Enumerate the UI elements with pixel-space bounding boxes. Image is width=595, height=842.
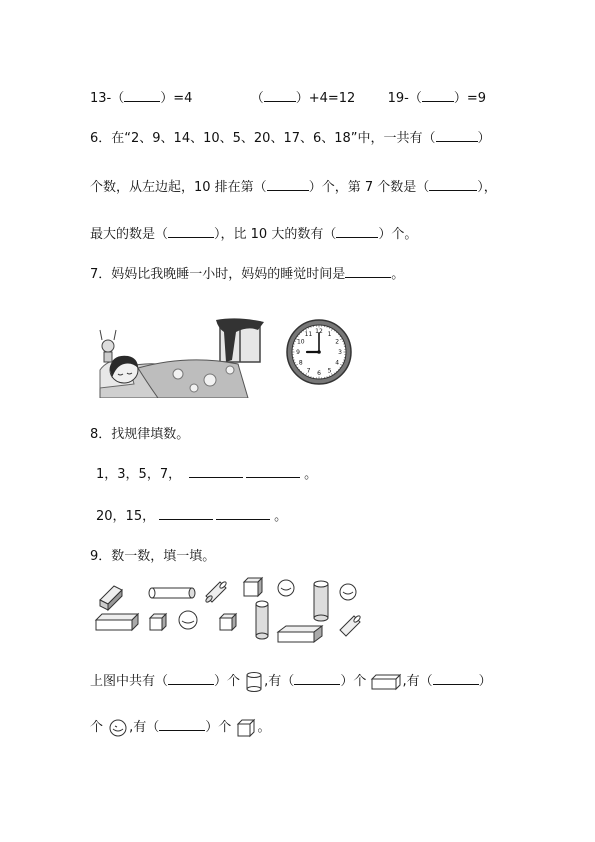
q6-line3 <box>90 223 417 242</box>
cube-1 <box>244 578 262 596</box>
eq2-blank[interactable] <box>264 89 296 102</box>
sphere-1 <box>278 580 294 596</box>
clock-numeral: 4 <box>335 359 340 367</box>
q5-equations <box>90 87 486 106</box>
q9-a3: ,有（ <box>264 674 295 689</box>
q9-b3: ）个 <box>205 720 232 735</box>
q8-seq2-blank1[interactable] <box>159 507 213 520</box>
eq1-right: ）=4 <box>160 91 193 106</box>
cube-2 <box>150 614 166 630</box>
eq1-left: 13-（ <box>90 91 125 106</box>
q7-end: 。 <box>391 267 405 282</box>
q6-text3b: ），比 10 大的数有（ <box>214 227 337 242</box>
cube-icon <box>235 717 257 739</box>
clock-numeral: 6 <box>317 370 321 378</box>
q6-text2c: ）， <box>477 180 497 195</box>
q9-blank-cube[interactable] <box>159 718 205 731</box>
cylinder-icon <box>244 671 264 693</box>
q9-b1: 个 <box>90 720 104 735</box>
q9-answer-line1 <box>90 670 492 693</box>
cuboid-flat-1 <box>96 614 138 630</box>
cuboid-icon <box>370 673 402 691</box>
q8-seq1-blank1[interactable] <box>189 465 243 478</box>
q8-seq1 <box>96 463 317 482</box>
clock-numeral: 8 <box>298 359 303 367</box>
q9-b2: ,有（ <box>129 720 160 735</box>
clock-numeral: 10 <box>296 338 305 346</box>
q6-text2b: ）个，第 7 个数是（ <box>308 180 430 195</box>
clock-face <box>285 318 353 386</box>
q7-line <box>90 263 404 282</box>
eq3-left: 19-（ <box>387 91 422 106</box>
eq2-left: （ <box>250 91 264 106</box>
q9-a5: ,有（ <box>402 674 433 689</box>
eq3-blank[interactable] <box>422 89 454 102</box>
clock-numeral: 5 <box>327 367 332 375</box>
q8-seq1-blank2[interactable] <box>246 465 300 478</box>
q9-b4: 。 <box>257 720 271 735</box>
clock-numeral: 11 <box>304 331 313 339</box>
q8-seq2-end: 。 <box>274 509 288 524</box>
q7-blank[interactable] <box>345 265 391 278</box>
cuboid-tilted-1 <box>100 586 122 610</box>
eq2-right: ）+4=12 <box>295 91 356 106</box>
cylinder-horizontal-1 <box>149 588 195 598</box>
q6-line1 <box>90 127 491 146</box>
q9-a6: ） <box>478 674 492 689</box>
q6-text1: 6．在“2、9、14、10、5、20、17、6、18”中，一共有（ <box>90 131 436 146</box>
q6-text2a: 个数，从左边起，10 排在第（ <box>90 180 267 195</box>
eq3-right: ）=9 <box>453 91 486 106</box>
clock-numeral: 9 <box>296 349 300 357</box>
q8-seq2-blank2[interactable] <box>216 507 270 520</box>
cuboid-flat-2 <box>278 626 322 642</box>
cylinder-vertical-2 <box>256 601 268 639</box>
clock-numeral: 12 <box>315 328 323 336</box>
q9-a4: ）个 <box>340 674 367 689</box>
q6-text3c: ）个。 <box>378 227 418 242</box>
q9-blank-cylinder[interactable] <box>168 672 214 685</box>
q8-title: 8．找规律填数。 <box>90 427 190 442</box>
q9-a2: ）个 <box>214 674 241 689</box>
cylinder-tilted-1 <box>205 581 227 603</box>
q8-seq2 <box>96 505 287 524</box>
q6-blank-count[interactable] <box>436 129 478 142</box>
sphere-icon <box>107 718 129 738</box>
q9-a1: 上图中共有（ <box>90 674 169 689</box>
sphere-2 <box>340 584 356 600</box>
sphere-3 <box>179 611 197 629</box>
q8-seq1-text: 1，3，5，7， <box>96 467 182 482</box>
q6-blank-max[interactable] <box>168 225 214 238</box>
sleeping-girl-illustration <box>98 318 266 398</box>
q9-title: 9．数一数，填一填。 <box>90 549 216 564</box>
q6-text3a: 最大的数是（ <box>90 227 169 242</box>
q6-blank-position[interactable] <box>267 178 309 191</box>
clock-numeral: 3 <box>338 349 342 357</box>
q8-seq2-text: 20，15， <box>96 509 156 524</box>
q6-blank-greater[interactable] <box>336 225 378 238</box>
q9-blank-cuboid[interactable] <box>294 672 340 685</box>
eq1-blank[interactable] <box>124 89 160 102</box>
q7-text: 7．妈妈比我晚睡一小时，妈妈的睡觉时间是 <box>90 267 346 282</box>
q6-line2 <box>90 176 497 195</box>
solids-figure <box>92 576 372 644</box>
cube-3 <box>220 614 236 630</box>
q9-answer-line2 <box>90 716 270 739</box>
clock-numeral: 1 <box>327 331 332 339</box>
clock-numeral: 2 <box>335 338 340 346</box>
cylinder-tilted-2 <box>340 615 361 636</box>
q8-seq1-end: 。 <box>304 467 318 482</box>
q6-text1-end: ） <box>477 131 491 146</box>
q6-blank-seventh[interactable] <box>429 178 477 191</box>
cylinder-vertical-1 <box>314 581 328 621</box>
clock-numeral: 7 <box>306 367 311 375</box>
q9-blank-sphere[interactable] <box>433 672 479 685</box>
